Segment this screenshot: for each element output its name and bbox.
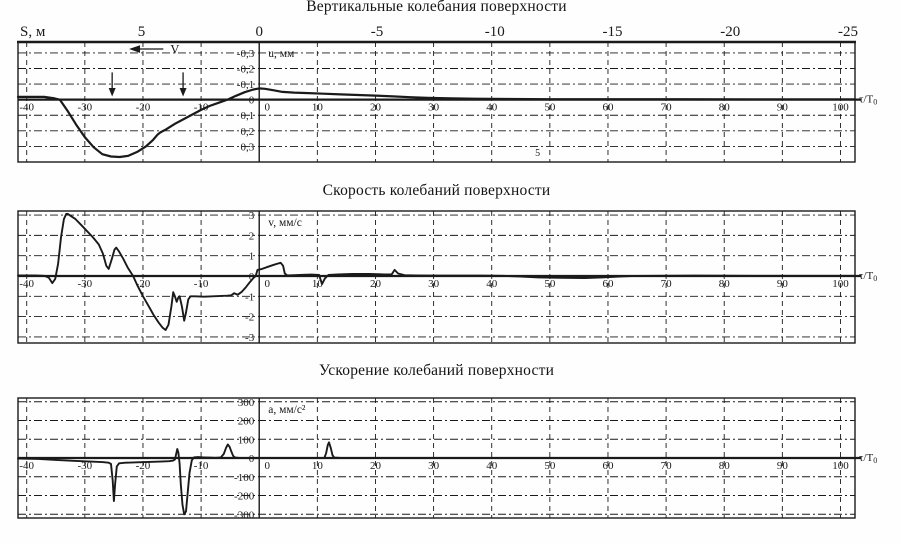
x-tick-label: 100 (832, 277, 849, 290)
x-tick-label: 60 (602, 277, 614, 290)
y-tick-label: -300 (234, 509, 255, 522)
x-tick-label: 100 (832, 460, 849, 472)
y-tick-label: 0,1 (240, 110, 255, 123)
x-tick-label: 70 (660, 277, 672, 290)
displacement-chart-title: Вертикальные колебания поверхности (306, 0, 567, 15)
y-unit-label: u, мм (268, 48, 295, 60)
x-tick-label: 60 (602, 101, 614, 114)
y-tick-label: -1 (245, 291, 255, 304)
y-tick-label: -0,3 (236, 47, 255, 60)
y-tick-label: -100 (234, 471, 255, 484)
y-tick-label: 0 (248, 94, 255, 107)
x-tick-label: -20 (135, 101, 151, 114)
x-tick-label: -20 (135, 277, 151, 290)
x-tick-label: 30 (428, 460, 440, 472)
top-axis-tick-label: -5 (370, 24, 384, 40)
x-tick-label: 10 (311, 277, 323, 290)
top-axis-tick-label: -15 (602, 24, 623, 40)
velocity-direction-label: V (170, 42, 180, 57)
y-tick-label: 300 (237, 396, 255, 409)
y-tick-label: -3 (245, 331, 255, 344)
x-tick-label: 40 (486, 277, 498, 290)
x-tick-label: 60 (602, 460, 614, 472)
x-tick-label: 70 (660, 101, 672, 114)
y-tick-label: 3 (248, 210, 255, 223)
y-unit-label: a, мм/с² (268, 404, 306, 416)
x-tick-label: 100 (832, 101, 849, 114)
velocity-direction-arrowhead-icon (129, 45, 140, 53)
acceleration-chart-title: Ускорение колебаний поверхности (318, 362, 555, 379)
acceleration-chart (18, 397, 877, 522)
y-tick-label: 0 (248, 270, 255, 283)
stray-scan-mark: 5 (535, 147, 541, 159)
x-tick-label: 20 (369, 277, 381, 290)
top-axis-tick-label: -20 (720, 24, 741, 40)
x-tick-label: 80 (718, 101, 730, 114)
x-tick-label: -30 (77, 460, 93, 472)
y-tick-label: -0,2 (236, 63, 255, 76)
x-tick-label: -30 (77, 101, 93, 114)
velocity-chart (18, 210, 877, 344)
x-tick-label: -20 (135, 460, 151, 472)
y-tick-label: 0,2 (240, 125, 255, 138)
y-tick-label: -0,1 (236, 79, 255, 92)
y-tick-label: 100 (237, 434, 255, 447)
x-tick-label: 0 (264, 101, 270, 114)
x-tick-label: 40 (486, 101, 498, 114)
x-tick-label: 10 (311, 101, 323, 114)
x-tick-label: -40 (19, 277, 35, 290)
x-tick-label: 20 (369, 460, 381, 472)
x-tick-label: 50 (544, 460, 556, 472)
y-unit-label: v, мм/с (268, 217, 302, 229)
y-tick-label: -200 (234, 490, 255, 503)
x-tick-label: -30 (77, 277, 93, 290)
x-tick-label: 30 (428, 277, 440, 290)
x-tick-label: 50 (544, 277, 556, 290)
x-tick-label: 90 (776, 101, 788, 114)
y-tick-label: 2 (248, 230, 255, 243)
velocity-chart-title: Скорость колебаний поверхности (322, 182, 551, 199)
top-axis-tick-label: -25 (837, 24, 858, 40)
x-tick-label: -10 (193, 101, 209, 114)
x-axis-label: τ/T0 (859, 452, 878, 465)
x-tick-label: -10 (193, 277, 209, 290)
x-tick-label: 0 (264, 277, 270, 290)
x-tick-label: 90 (776, 277, 788, 290)
y-tick-label: 0 (248, 453, 255, 465)
y-tick-label: 1 (248, 250, 255, 263)
x-tick-label: 0 (264, 460, 270, 472)
acceleration-curve (18, 442, 855, 514)
x-tick-label: 30 (428, 101, 440, 114)
x-tick-label: 40 (486, 460, 498, 472)
x-tick-label: 50 (544, 101, 556, 114)
y-tick-label: 0,3 (240, 141, 255, 154)
wave-front-marker-arrowhead-icon (109, 88, 116, 97)
displacement-chart (17, 24, 877, 162)
x-axis-label: τ/T0 (859, 93, 878, 107)
wave-front-marker-arrowhead-icon (180, 88, 187, 97)
x-tick-label: 20 (369, 101, 381, 114)
top-axis-title: S, м (20, 24, 46, 40)
y-tick-label: 200 (237, 415, 255, 428)
y-tick-label: -2 (245, 311, 255, 324)
x-tick-label: 70 (660, 460, 672, 472)
x-tick-label: -40 (19, 460, 35, 472)
x-tick-label: -10 (193, 460, 209, 472)
x-tick-label: 80 (718, 460, 730, 472)
x-tick-label: 90 (776, 460, 788, 472)
x-tick-label: -40 (19, 101, 35, 114)
top-axis-tick-label: 5 (137, 24, 146, 40)
top-axis-tick-label: -10 (484, 24, 505, 40)
top-axis-tick-label: 0 (255, 24, 263, 40)
x-axis-label: τ/T0 (859, 269, 878, 283)
x-tick-label: 10 (311, 460, 323, 472)
velocity-curve (18, 214, 855, 330)
x-tick-label: 80 (718, 277, 730, 290)
